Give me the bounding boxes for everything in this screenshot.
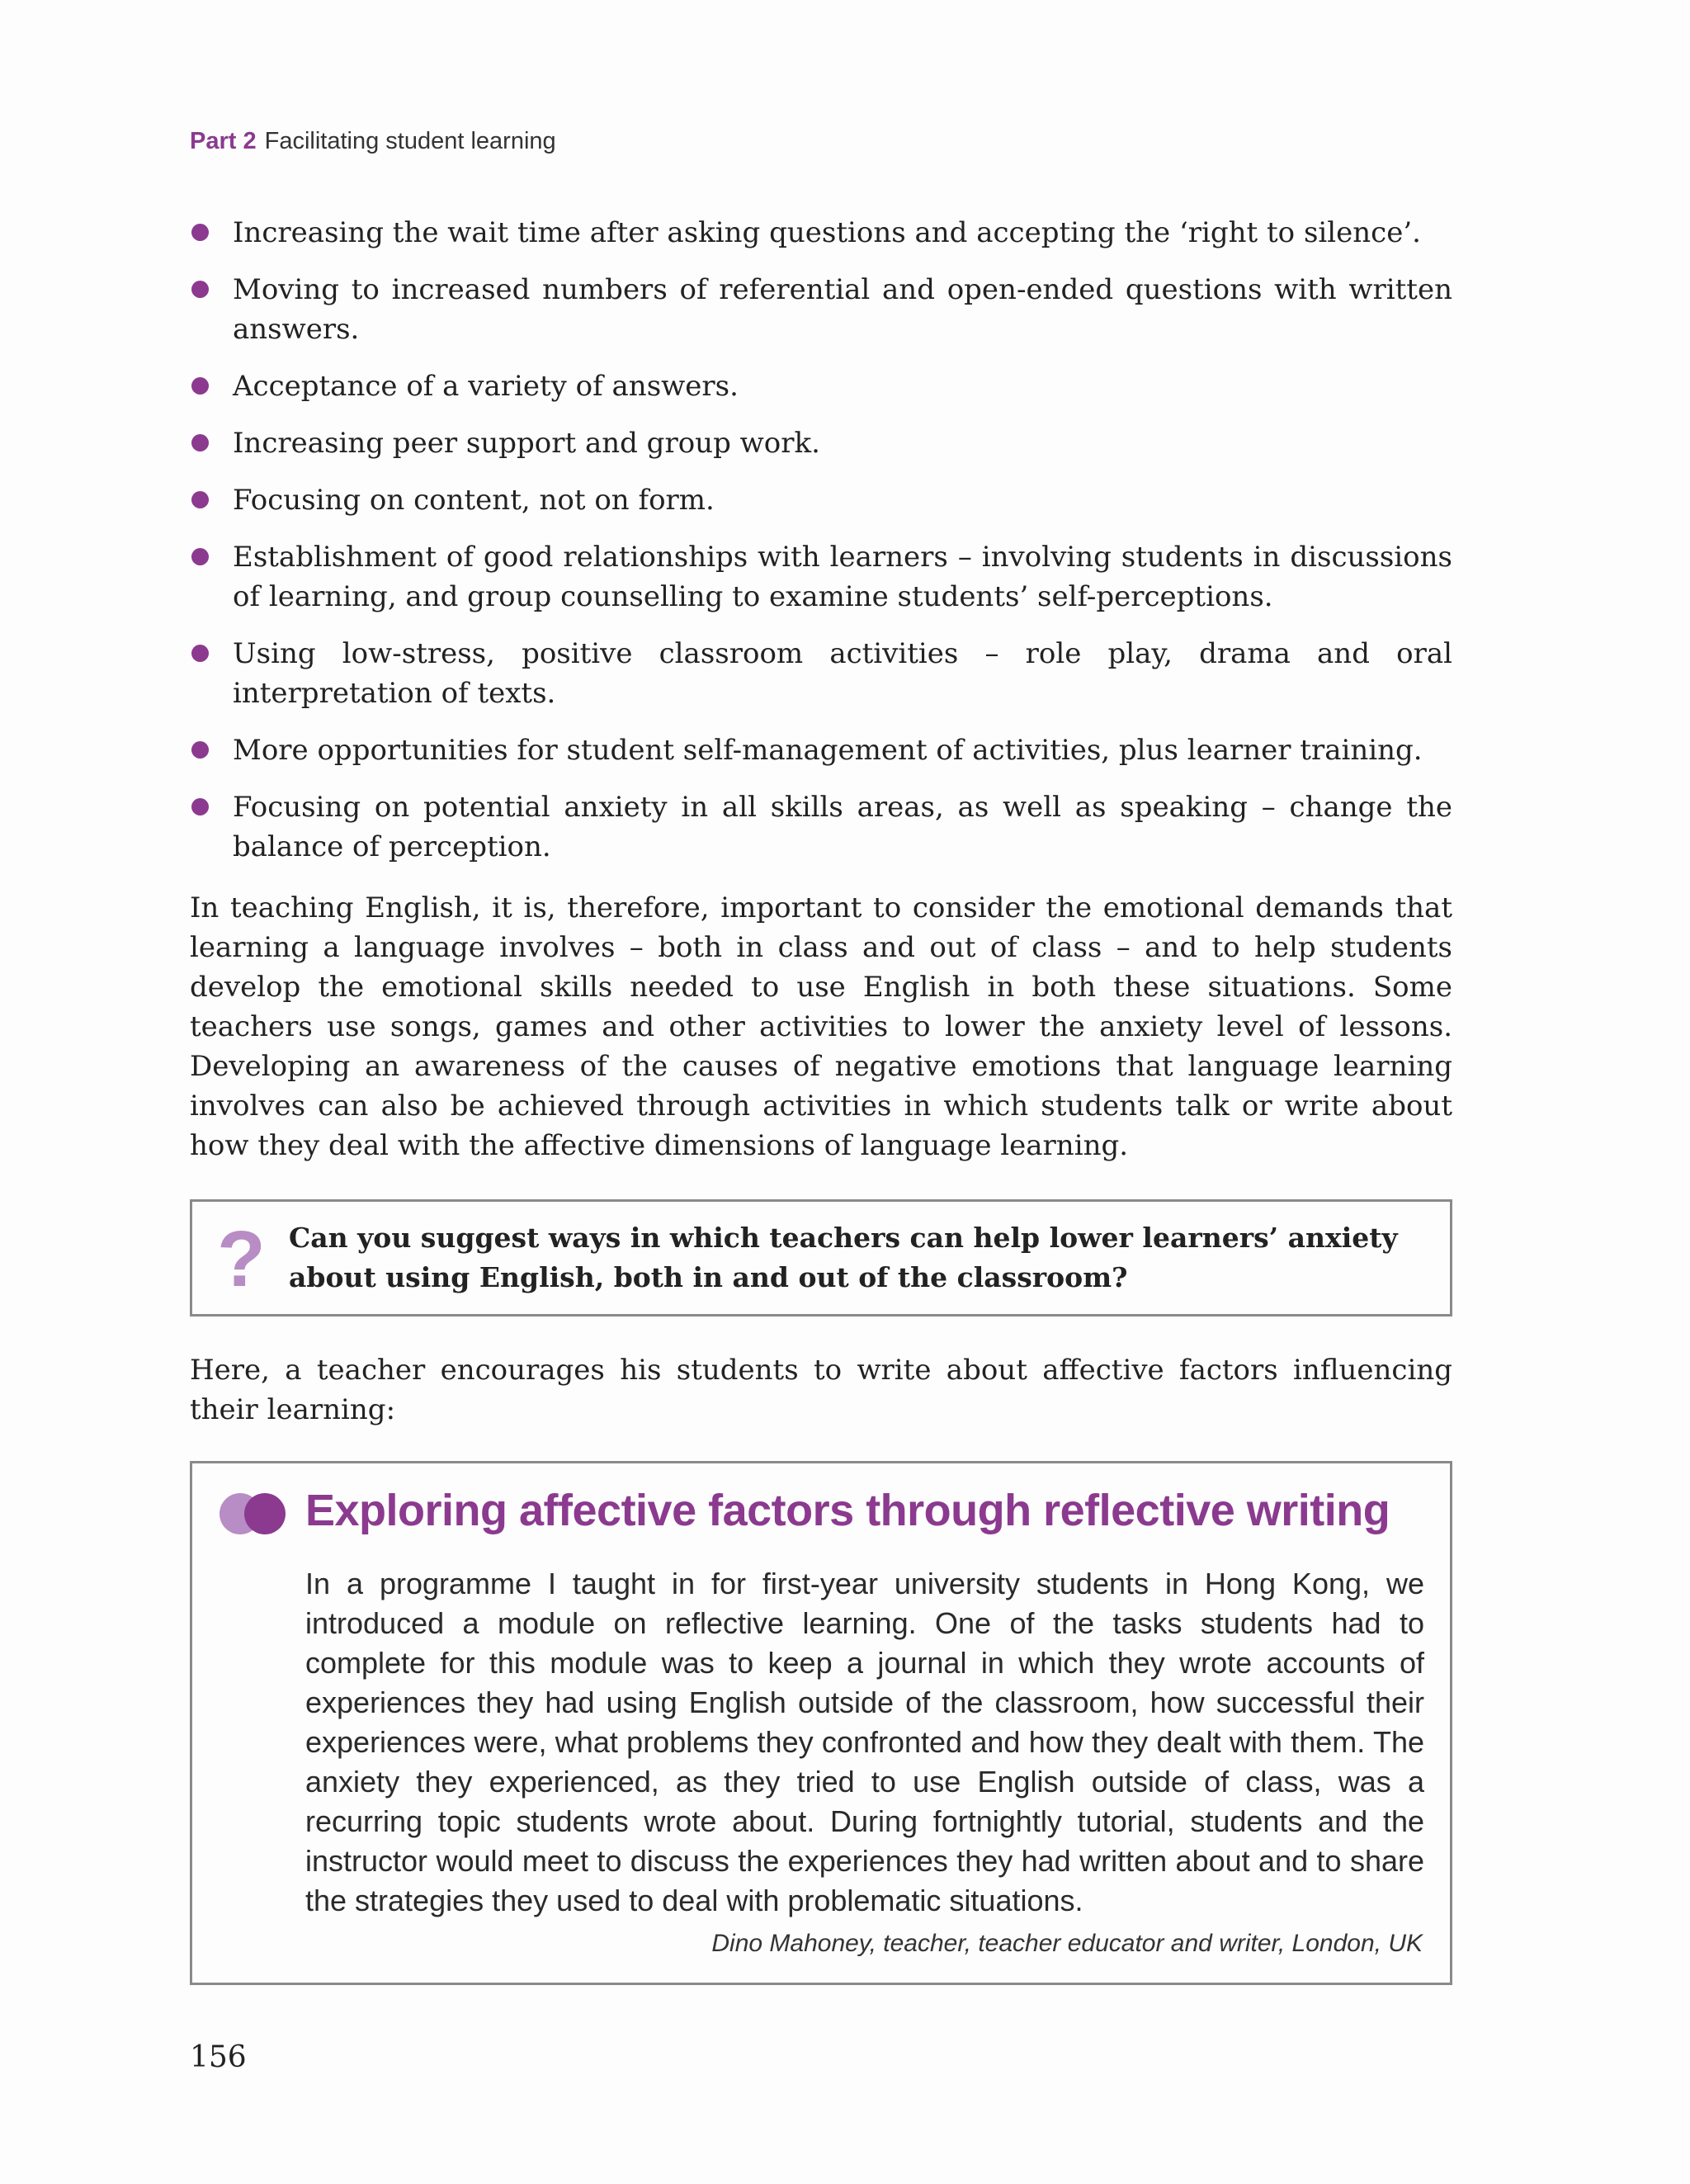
list-item xyxy=(190,270,1452,349)
bullet-icon xyxy=(191,281,209,298)
list-item-text: More opportunities for student self-management of activities, plus learner training. xyxy=(233,734,1423,767)
list-item xyxy=(190,366,1452,406)
list-item xyxy=(190,423,1452,463)
list-item-text: Using low-stress, positive classroom activities – role play, drama and oral interpretation of texts. xyxy=(233,637,1452,710)
case-study-box xyxy=(190,1461,1452,1985)
list-item xyxy=(190,634,1452,713)
reflection-question-text: Can you suggest ways in which teachers can help lower learners’ anxiety about using English, both in and out of the classroom? xyxy=(289,1222,1398,1293)
bullet-icon xyxy=(191,224,209,241)
question-mark-icon: ? xyxy=(217,1215,266,1303)
list-item xyxy=(190,730,1452,770)
list-item xyxy=(190,537,1452,617)
reflection-question-box xyxy=(190,1199,1452,1317)
bullet-icon xyxy=(191,798,209,815)
body-paragraph: Here, a teacher encourages his students to write about affective factors influencing their learning: xyxy=(190,1354,1452,1426)
list-item-text: Moving to increased numbers of referential and open-ended questions with written answers. xyxy=(233,273,1452,346)
list-item xyxy=(190,213,1452,253)
body-paragraph: In teaching English, it is, therefore, important to consider the emotional demands that learning a language involves – both in class and out of class – and to help students develop the emotional skills needed to use English in both these situations. Some teachers use songs, games and other activities to lower the anxiety level of lessons. Developing an awareness of the causes of negative emotions that language learning involves can also be achieved through activities in which students talk or write about how they deal with the affective dimensions of language learning. xyxy=(190,891,1452,1162)
chapter-title: Facilitating student learning xyxy=(264,128,556,154)
case-study-attribution: Dino Mahoney, teacher, teacher educator and writer, London, UK xyxy=(711,1930,1423,1957)
bullet-icon xyxy=(191,377,209,395)
list-item-text: Increasing the wait time after asking questions and accepting the ‘right to silence’. xyxy=(233,216,1421,249)
running-head xyxy=(190,128,556,155)
bullet-icon xyxy=(191,491,209,508)
list-item-text: Focusing on content, not on form. xyxy=(233,484,715,517)
list-item xyxy=(190,787,1452,867)
list-item xyxy=(190,480,1452,520)
overlapping-circles-icon xyxy=(220,1491,294,1536)
case-study-title: Exploring affective factors through reflective writing xyxy=(305,1486,1390,1535)
case-study-body: In a programme I taught in for first-year university students in Hong Kong, we introduced a module on reflective learning. One of the tasks students had to complete for this module was to keep a journal in which they wrote accounts of experiences they had using English outside of the classroom, how successful their experiences were, what problems they confronted and how they dealt with them. The anxiety they experienced, as they tried to use English outside of class, was a recurring topic students wrote about. During fortnightly tutorial, students and the instructor would meet to discuss the experiences they had written about and to share the strategies they used to deal with problematic situations. xyxy=(305,1567,1424,1917)
list-item-text: Increasing peer support and group work. xyxy=(233,427,820,460)
bullet-icon xyxy=(191,741,209,759)
bullet-icon xyxy=(191,434,209,451)
bullet-icon xyxy=(191,645,209,662)
list-item-text: Establishment of good relationships with learners – involving students in discussions of learning, and group counselling to examine students’ self-perceptions. xyxy=(233,541,1452,613)
bullet-list xyxy=(190,213,1452,884)
list-item-text: Acceptance of a variety of answers. xyxy=(233,370,739,403)
bullet-icon xyxy=(191,548,209,565)
circle-dark-icon xyxy=(244,1493,286,1534)
part-label: Part 2 xyxy=(190,128,257,154)
list-item-text: Focusing on potential anxiety in all skills areas, as well as speaking – change the balance of perception. xyxy=(233,791,1452,863)
page-number: 156 xyxy=(190,2040,247,2074)
